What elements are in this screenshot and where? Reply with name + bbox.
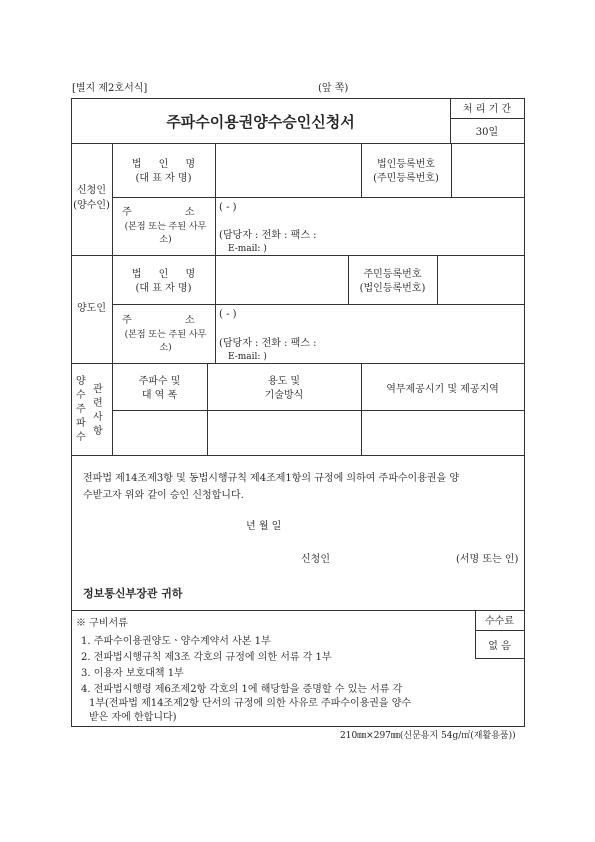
docs-item-4-cont1: 1부(전파법 제14조제2항 단서의 규정에 의한 사유로 주파수이용권을 양수 (89, 698, 412, 709)
applicant-corp-name-label: 법 인 명 (131, 159, 196, 170)
transferor-address-sub1: (본점 또는 주된 사무 (124, 330, 207, 340)
transferor-reg-no-label: (법인등록번호) (359, 283, 426, 294)
transferor-contact-line: (담당자 : 전화 : 팩스 : (219, 338, 317, 349)
fee-value: 없 음 (488, 641, 511, 652)
paper-spec: 210㎜×297㎜(신문용지 54g/㎡(재활용품)) (340, 731, 516, 741)
transfer-col3: 역무제공시기 및 제공지역 (386, 384, 499, 395)
applicant-rep-name-label: (대 표 자 명) (135, 173, 192, 184)
transfer-col1-line1: 주파수 및 (138, 376, 181, 387)
applicant-address-sub2: 소) (159, 235, 172, 245)
transferor-resident-no-label: 주민등록번호 (363, 269, 422, 280)
signer-label: 신청인 (301, 554, 330, 565)
sign-note: (서명 또는 인) (456, 554, 519, 565)
usage-tech-field[interactable] (209, 412, 359, 453)
applicant-label: 신청인 (77, 185, 106, 196)
applicant-reg-no-label: 법인등록번호 (377, 159, 435, 170)
processing-label: 처 리 기 간 (462, 104, 512, 115)
statement-line1: 전파법 제14조제3항 및 동법시행규칙 제4조제1항의 규정에 의하여 주파수이용권을 양 (83, 473, 460, 484)
transferor-label: 양도인 (77, 303, 106, 314)
applicant-address-sub1: (본점 또는 주된 사무 (124, 222, 207, 232)
transferor-corp-name-label: 법 인 명 (131, 269, 196, 280)
applicant-corp-name-field[interactable] (217, 146, 359, 194)
frequency-bandwidth-field[interactable] (114, 412, 205, 453)
form-title: 주파수이용권양수승인신청서 (166, 113, 355, 131)
applicant-resident-no-label: (주민등록번호) (373, 173, 439, 184)
transfer-section-sub: 관련사항 (93, 384, 103, 437)
docs-item-2: 2. 전파법시행규칙 제3조 각호의 규정에 의한 서류 각 1부 (81, 652, 332, 663)
form-number: [별지 제2호서식] (72, 83, 148, 94)
applicant-reg-no-field[interactable] (453, 146, 522, 194)
docs-item-4: 4. 전파법시행령 제6조제2항 각호의 1에 해당함을 증명할 수 있는 서류 각 (81, 684, 403, 695)
applicant-sub-label: (양수인) (73, 200, 110, 211)
applicant-phone-paren: ( - ) (219, 202, 237, 213)
docs-item-3: 3. 이용자 보호대책 1부 (81, 668, 184, 679)
transfer-col2-line2: 기술방식 (264, 390, 304, 401)
processing-value: 30일 (475, 127, 499, 138)
page-side: (앞 쪽) (318, 83, 349, 94)
transfer-col1-line2: 대 역 폭 (141, 390, 178, 401)
service-period-area-field[interactable] (363, 412, 522, 453)
transfer-section-label: 양수주파수 (76, 376, 86, 443)
transfer-col2-line1: 용도 및 (267, 376, 301, 387)
transferor-phone-paren: ( - ) (219, 309, 237, 320)
fee-label: 수수료 (485, 616, 514, 627)
applicant-email-line: E-mail: ) (228, 244, 267, 254)
date-line: 년 월 일 (246, 521, 282, 532)
docs-item-1: 1. 주파수이용권양도ㆍ양수계약서 사본 1부 (81, 636, 271, 647)
transferor-address-sub2: 소) (159, 343, 172, 353)
transferor-reg-no-field[interactable] (439, 258, 522, 302)
transferor-corp-name-field[interactable] (217, 258, 346, 302)
applicant-address-label: 주 소 (122, 207, 195, 218)
addressee: 정보통신부장관 귀하 (83, 587, 183, 600)
applicant-address-field[interactable] (300, 199, 520, 225)
transferor-rep-name-label: (대 표 자 명) (135, 283, 192, 294)
statement-line2: 수받고자 위와 같이 승인 신청합니다. (83, 490, 244, 501)
docs-item-4-cont2: 받은 자에 한합니다) (89, 712, 177, 723)
docs-heading: ※ 구비서류 (76, 618, 128, 629)
transferor-address-field[interactable] (300, 306, 520, 332)
applicant-contact-line: (담당자 : 전화 : 팩스 : (219, 230, 317, 241)
transferor-address-label: 주 소 (122, 315, 195, 326)
transferor-email-line: E-mail: ) (228, 352, 267, 362)
